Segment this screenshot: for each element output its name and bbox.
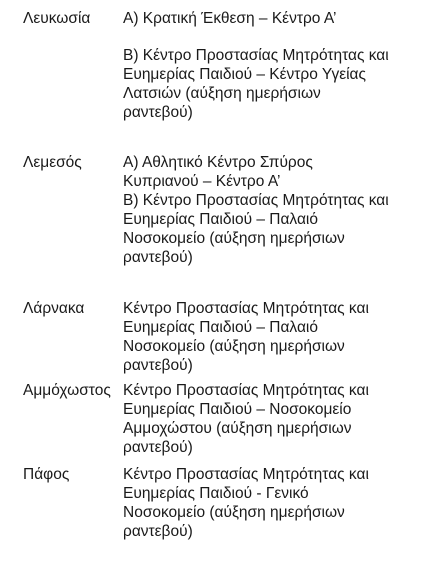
entry-line: Νοσοκομείο (αύξηση ημερήσιων [123,504,345,521]
entry-line: ραντεβού) [123,357,193,374]
entry-line: Ευημερίας Παιδιού – Παλαιό [123,211,318,228]
entry-line: Α) Κρατική Έκθεση – Κέντρο Α’ [123,10,337,27]
entry-line: ραντεβού) [123,249,193,266]
city-name: Λευκωσία [23,10,91,27]
center-entry-a [123,9,428,28]
entry-line: Κυπριανού – Κέντρο Α’ [123,173,281,190]
entry-line: Β) Κέντρο Προστασίας Μητρότητας και [123,192,389,209]
center-entry [123,299,428,375]
center-entry [123,381,428,457]
center-entry [123,153,428,267]
entry-line: Ευημερίας Παιδιού – Παλαιό [123,319,318,336]
entry-line: Α) Αθλητικό Κέντρο Σπύρος [123,154,313,171]
entry-line: Αμμοχώστου (αύξηση ημερήσιων [123,420,352,437]
city-name: Αμμόχωστος [23,382,111,399]
city-name: Λάρνακα [23,300,85,317]
entry-line: Ευημερίας Παιδιού – Νοσοκομείο [123,401,352,418]
center-entry [123,465,428,541]
city-name: Λεμεσός [23,154,82,171]
entry-line: Νοσοκομείο (αύξηση ημερήσιων [123,338,345,355]
entry-line: Κέντρο Προστασίας Μητρότητας και [123,466,369,483]
entry-line: Λατσιών (αύξηση ημερήσιων [123,85,321,102]
entry-line: ραντεβού) [123,439,193,456]
entry-line: Β) Κέντρο Προστασίας Μητρότητας και [123,47,389,64]
entry-line: Νοσοκομείο (αύξηση ημερήσιων [123,230,345,247]
city-name: Πάφος [23,466,70,483]
entry-line: ραντεβού) [123,104,193,121]
entry-line: ραντεβού) [123,523,193,540]
center-entry-b [123,46,428,122]
entry-line: Κέντρο Προστασίας Μητρότητας και [123,382,369,399]
entry-line: Ευημερίας Παιδιού – Κέντρο Υγείας [123,66,366,83]
entry-line: Κέντρο Προστασίας Μητρότητας και [123,300,369,317]
entry-line: Ευημερίας Παιδιού - Γενικό [123,485,309,502]
